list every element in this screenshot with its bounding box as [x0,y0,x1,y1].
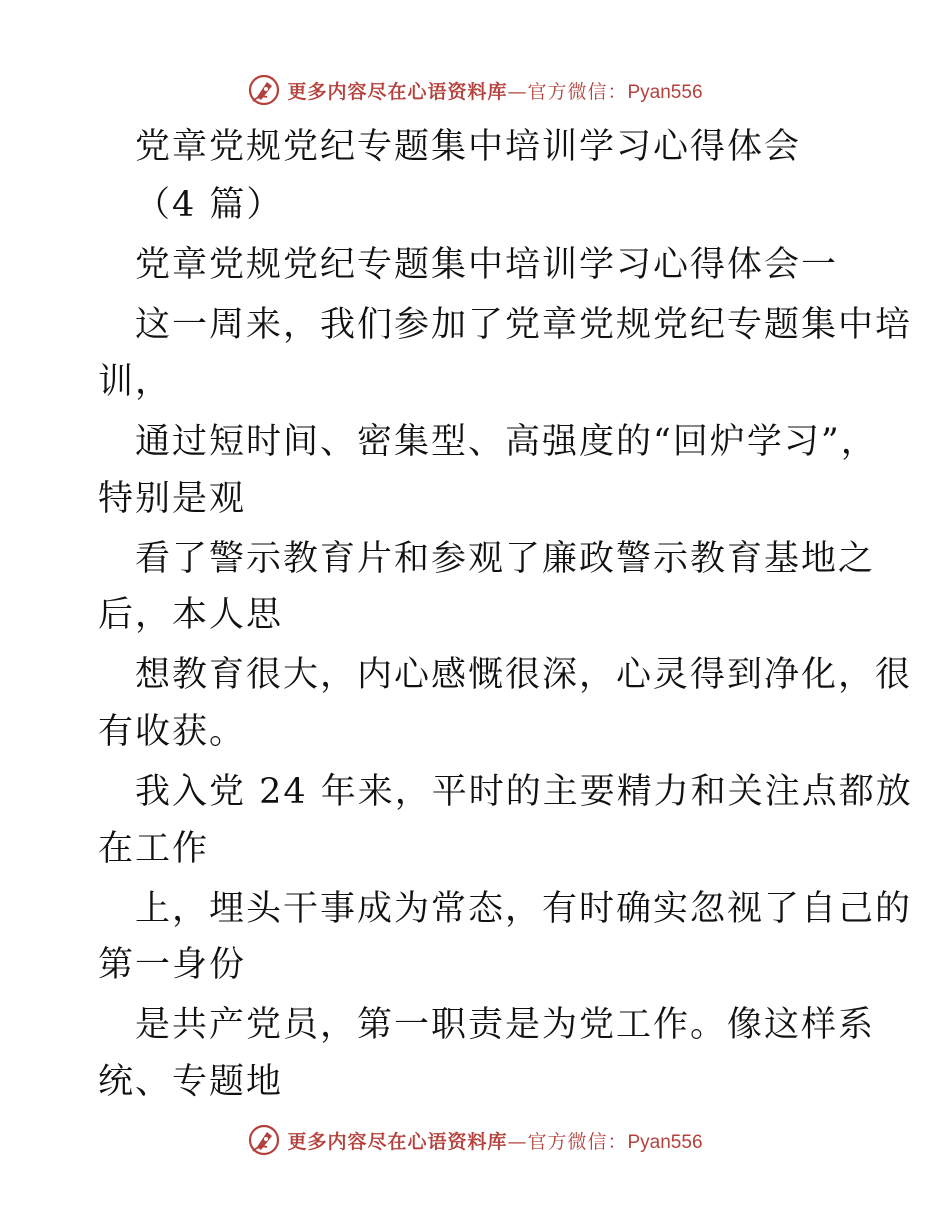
watermark-wechat-id: Pyan556 [627,81,703,103]
document-title-line-1: 党章党规党纪专题集中培训学习心得体会 [135,127,802,167]
watermark-banner-top [0,70,950,110]
paragraph-line: 在工作 [98,829,210,869]
paragraph-line: 是共产党员，第一职责是为党工作。像这样系 [135,1005,876,1045]
paragraph-line: 想教育很大，内心感慨很深，心灵得到净化，很 [135,655,913,695]
paragraph-line: 训， [98,362,173,402]
paragraph-line: 看了警示教育片和参观了廉政警示教育基地之 [135,539,876,579]
watermark-separator: — [507,80,528,103]
paragraph-line: 我入党 24 年来，平时的主要精力和关注点都放 [135,772,913,812]
watermark-text [287,1127,702,1154]
paragraph-line: 后，本人思 [98,595,284,635]
pen-nib-circle-icon [247,1123,281,1157]
watermark-banner-bottom [0,1120,950,1160]
pen-nib-circle-icon [247,73,281,107]
watermark-site: 更多内容尽在心语资料库 [287,1130,508,1153]
watermark-wechat-id: Pyan556 [627,1131,703,1153]
watermark-wechat-label: 官方微信： [527,80,628,103]
paragraph-line: 第一身份 [98,945,247,985]
paragraph-line: 统、专题地 [98,1062,284,1102]
watermark-text [287,77,702,104]
document-title-line-2: （4 篇） [135,185,284,225]
watermark-separator: — [507,1130,528,1153]
paragraph-line: 有收获。 [98,712,247,752]
watermark-wechat-label: 官方微信： [527,1130,628,1153]
paragraph-line: 上，埋头干事成为常态，有时确实忽视了自己的 [135,889,913,929]
paragraph-line: 通过短时间、密集型、高强度的“回炉学习”， [135,422,878,462]
section-heading: 党章党规党纪专题集中培训学习心得体会一 [135,245,839,285]
paragraph-line: 这一周来，我们参加了党章党规党纪专题集中培 [135,305,913,345]
paragraph-line: 特别是观 [98,479,247,519]
watermark-site: 更多内容尽在心语资料库 [287,80,508,103]
